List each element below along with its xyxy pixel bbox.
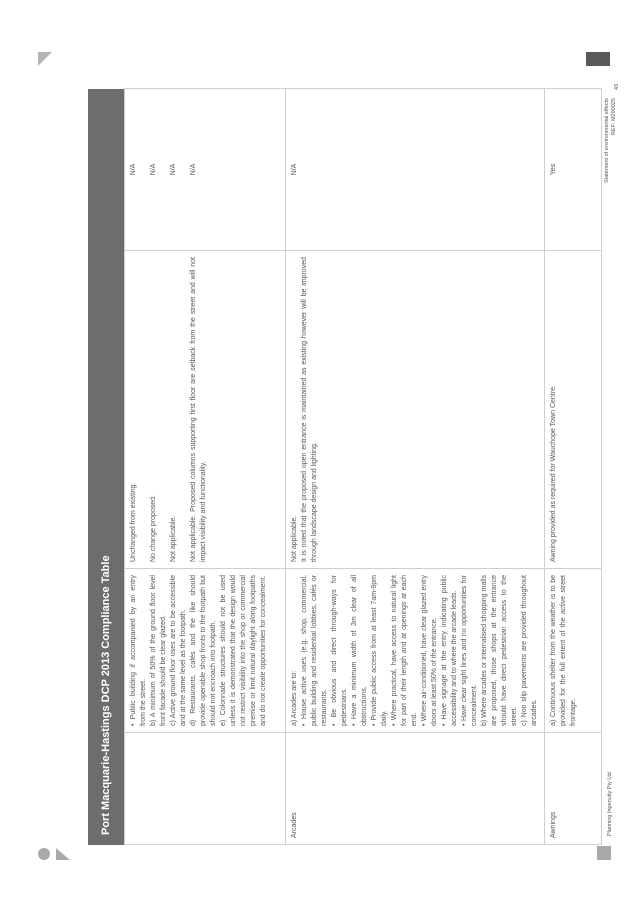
compliance-table-page [88, 89, 577, 845]
criteria-item: c) Active ground floor uses are to be accessible and at the same level as the footpath. [170, 575, 187, 726]
criteria-item: a) Arcades are to: [291, 670, 298, 726]
footer-doc-title: Statement of environmental effects [604, 98, 610, 183]
criteria-item: • Where practical, have access to natural light for part of their length and at openings at each end. [391, 575, 418, 726]
criteria-item: d) Restaurants, cafés and the like should provide openable shop fronts to the footpath but should not encroach into footpath. [190, 575, 217, 726]
compliance-value: N/A [291, 163, 298, 176]
compliance-value: N/A [130, 163, 137, 176]
row-label [125, 733, 286, 845]
criteria-item: • Have clear sight lines and no opportunities for concealment. [461, 575, 478, 726]
response-item: Not applicable. [291, 515, 298, 562]
page-number: 43 [614, 83, 620, 90]
footer-doc-info [604, 98, 618, 183]
header-bar-decoration [586, 52, 610, 66]
criteria-item: a) Continuous shelter from the weather is to be provided for the full extent of the active street frontage. [550, 575, 577, 726]
response-item: It is noted that the proposed open entrance is maintained as existing however will be improved through landscape design and lighting. [301, 257, 318, 562]
criteria-item: • Have a minimum width of 3m clear of all obstructions. [351, 575, 368, 726]
compliance-value: N/A [170, 163, 177, 176]
response-cell [545, 251, 602, 569]
logo-triangle-decoration [56, 848, 70, 860]
criteria-item: • Have signage at the entry indicating public accessibility and to where the arcade leads. [441, 575, 458, 726]
criteria-item: b) Where arcades or internalised shopping malls are proposed, those shops at the entrance should have direct pedestrian access to the street. [481, 575, 518, 726]
table-row [125, 89, 286, 845]
criteria-cell [545, 569, 602, 733]
criteria-item: e) Colonnade structures should not be used unless it is demonstrated that the design would not restrict visibility into the shop or commercial premise or limit natural daylight along footpaths and do not create opportunities for concealment. [220, 575, 267, 726]
compliance-cell [545, 89, 602, 251]
response-cell [125, 251, 286, 569]
footer-ref: REF: M200025 [611, 98, 617, 136]
criteria-cell [286, 569, 545, 733]
response-item: Unchanged from existing. [130, 482, 137, 562]
criteria-item: • Provide public access from at least 7am-9pm daily. [371, 575, 388, 726]
response-item: No change proposed. [150, 495, 157, 562]
corner-triangle-decoration [38, 52, 52, 66]
response-cell [286, 251, 545, 569]
response-item: Awning provided as required for Wauchope Town Centre. [550, 385, 557, 562]
compliance-value: N/A [150, 163, 157, 176]
logo-circle-decoration [38, 848, 50, 860]
criteria-cell [125, 569, 286, 733]
criteria-item: • Where air-conditioned, have clear glazed entry doors at least 50% of the entrance. [421, 575, 438, 726]
compliance-table [124, 88, 602, 845]
criteria-item: • Be obvious and direct through-ways for pedestrians. [331, 575, 348, 726]
response-item: Not applicable. [170, 515, 177, 562]
compliance-value: Yes [550, 163, 557, 176]
row-label: Arcades [286, 733, 545, 845]
criteria-item: c) Non slip pavements are provided throughout arcades. [521, 575, 538, 726]
footer-square-decoration [597, 846, 611, 860]
compliance-cell [286, 89, 545, 251]
compliance-cell [125, 89, 286, 251]
criteria-item: b) A minimum of 50% of the ground floor level front facade should be clear glazed. [150, 575, 167, 726]
table-title: Port Macquarie-Hastings DCP 2013 Compliance Table [88, 89, 124, 845]
table-row [545, 89, 602, 845]
table-row [286, 89, 545, 845]
footer-company: Planning Ingenuity Pty Ltd [607, 772, 613, 836]
criteria-item: • House active uses (e.g. shop, commercial, public building and residential lobbies, cafés or restaurants. [301, 575, 328, 726]
response-item: Not applicable. Proposed columns supporting first floor are setback from the street and will not impact visibility and functionality. [190, 257, 207, 562]
row-label: Awnings [545, 733, 602, 845]
criteria-item: • Public building if accompanied by an entry from the street. [130, 575, 147, 726]
compliance-value: N/A [190, 163, 197, 176]
